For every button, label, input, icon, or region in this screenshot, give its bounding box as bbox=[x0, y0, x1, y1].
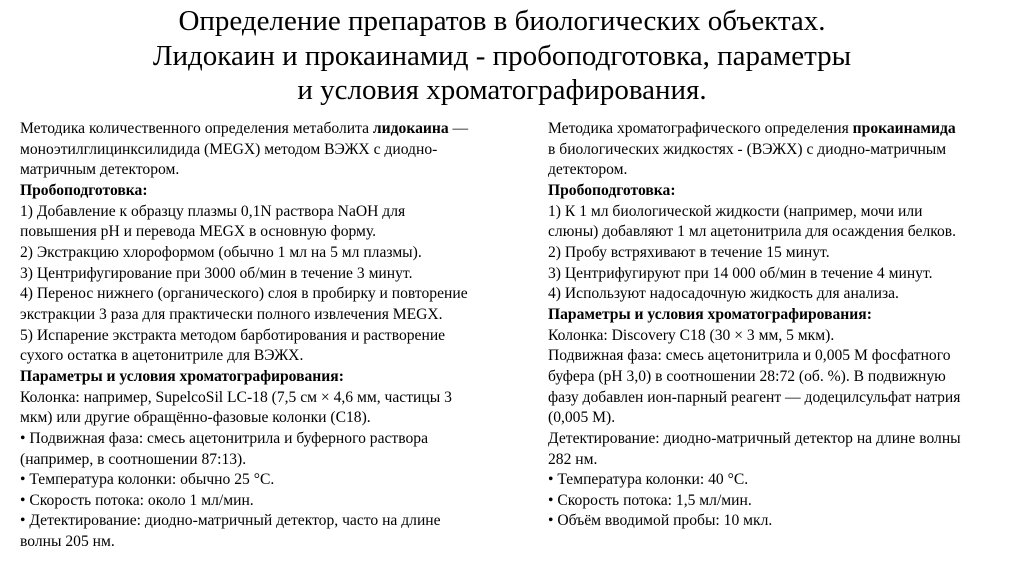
text-line bbox=[20, 388, 468, 409]
text-line bbox=[548, 222, 961, 243]
text-segment: матричным детектором. bbox=[20, 161, 180, 179]
text-line bbox=[548, 470, 961, 491]
text-line bbox=[548, 119, 961, 140]
bold-text: Параметры и условия хроматографирования: bbox=[548, 305, 872, 323]
text-line bbox=[20, 160, 468, 181]
text-segment: — bbox=[448, 120, 469, 137]
text-line bbox=[548, 408, 961, 429]
text-segment: • Объём вводимой пробы: 10 мкл. bbox=[548, 512, 773, 530]
text-segment: Методика количественного определения метаболита bbox=[20, 120, 373, 137]
text-segment: • Детектирование: диодно-матричный детектор, часто на длине bbox=[20, 512, 441, 530]
text-segment: фазу добавлен ион-парный реагент — додецилсульфат натрия bbox=[548, 388, 961, 406]
text-segment: • Подвижная фаза: смесь ацетонитрила и буферного раствора bbox=[20, 429, 429, 447]
text-segment: Колонка: например, SupelcoSil LC-18 (7,5 см × 4,6 мм, частицы 3 bbox=[20, 388, 452, 406]
text-line bbox=[548, 202, 961, 223]
text-segment: 4) Используют надосадочную жидкость для анализа. bbox=[548, 285, 899, 303]
text-segment: 5) Испарение экстракта методом барботирования и растворение bbox=[20, 326, 446, 344]
text-segment: буфера (pH 3,0) в соотношении 28:72 (об. %). В подвижную bbox=[548, 367, 946, 385]
text-segment: (0,005 М). bbox=[548, 409, 616, 427]
text-segment: волны 205 нм. bbox=[20, 533, 115, 551]
text-segment: • Температура колонки: обычно 25 °C. bbox=[20, 471, 275, 489]
text-line bbox=[20, 202, 468, 223]
text-line bbox=[20, 119, 468, 140]
text-line bbox=[548, 264, 961, 285]
text-line bbox=[20, 181, 468, 202]
text-line bbox=[548, 305, 961, 326]
text-segment: сухого остатка в ацетонитриле для ВЭЖХ. bbox=[20, 347, 304, 365]
text-segment: 3) Центрифугируют при 14 000 об/мин в течение 4 минут. bbox=[548, 264, 933, 282]
text-line bbox=[548, 491, 961, 512]
text-segment: 2) Экстракцию хлороформом (обычно 1 мл на 5 мл плазмы). bbox=[20, 243, 422, 261]
text-segment: Подвижная фаза: смесь ацетонитрила и 0,005 М фосфатного bbox=[548, 347, 951, 365]
text-line bbox=[548, 429, 961, 450]
text-segment: 2) Пробу встряхивают в течение 15 минут. bbox=[548, 243, 830, 261]
text-segment: • Температура колонки: 40 °C. bbox=[548, 471, 749, 489]
text-line bbox=[548, 243, 961, 264]
bold-text: Параметры и условия хроматографирования: bbox=[20, 367, 344, 385]
text-line bbox=[548, 181, 961, 202]
text-segment: 1) Добавление к образцу плазмы 0,1N раствора NaOH для bbox=[20, 202, 406, 220]
text-line bbox=[20, 222, 468, 243]
text-segment: 3) Центрифугирование при 3000 об/мин в течение 3 минут. bbox=[20, 264, 413, 282]
text-line bbox=[548, 284, 961, 305]
bold-text: Пробоподготовка: bbox=[548, 181, 676, 199]
text-segment: экстракции 3 раза для практически полного извлечения MEGX. bbox=[20, 305, 443, 323]
text-segment: Детектирование: диодно-матричный детектор на длине волны bbox=[548, 429, 961, 447]
text-line bbox=[20, 367, 468, 388]
text-line bbox=[548, 326, 961, 347]
text-line bbox=[20, 470, 468, 491]
text-line bbox=[548, 367, 961, 388]
slide-title bbox=[0, 4, 1004, 108]
text-line bbox=[548, 140, 961, 161]
text-line bbox=[20, 264, 468, 285]
text-segment: слюны) добавляют 1 мл ацетонитрила для осаждения белков. bbox=[548, 223, 957, 241]
text-segment: 4) Перенос нижнего (органического) слоя в пробирку и повторение bbox=[20, 285, 468, 303]
lidocaine-method-column bbox=[20, 119, 468, 553]
text-line bbox=[20, 532, 468, 553]
text-line bbox=[20, 450, 468, 471]
text-line bbox=[20, 243, 468, 264]
text-segment: Колонка: Discovery C18 (30 × 3 мм, 5 мкм). bbox=[548, 326, 835, 344]
procainamide-method-column bbox=[548, 119, 961, 532]
text-segment: (например, в соотношении 87:13). bbox=[20, 450, 247, 468]
text-line bbox=[20, 140, 468, 161]
text-line bbox=[548, 450, 961, 471]
text-segment: 282 нм. bbox=[548, 450, 598, 468]
text-line bbox=[548, 346, 961, 367]
text-segment: • Скорость потока: 1,5 мл/мин. bbox=[548, 491, 752, 509]
text-line bbox=[20, 326, 468, 347]
text-segment: мкм) или другие обращённо-фазовые колонки (C18). bbox=[20, 409, 371, 427]
text-line bbox=[548, 388, 961, 409]
title-line: Определение препаратов в биологических объектах. bbox=[178, 5, 826, 37]
text-line bbox=[548, 511, 961, 532]
text-segment: детектором. bbox=[548, 161, 628, 179]
title-line: и условия хроматографирования. bbox=[297, 74, 707, 106]
text-line bbox=[20, 429, 468, 450]
text-segment: 1) К 1 мл биологической жидкости (например, мочи или bbox=[548, 202, 923, 220]
text-line bbox=[548, 160, 961, 181]
text-segment: повышения pH и перевода MEGX в основную форму. bbox=[20, 223, 377, 241]
bold-text: Пробоподготовка: bbox=[20, 181, 148, 199]
text-segment: Методика хроматографического определения bbox=[548, 120, 853, 137]
text-line bbox=[20, 346, 468, 367]
text-segment: • Скорость потока: около 1 мл/мин. bbox=[20, 491, 254, 509]
title-line: Лидокаин и прокаинамид - пробоподготовка, параметры bbox=[152, 39, 852, 72]
text-segment: в биологических жидкостях - (ВЭЖХ) с диодно-матричным bbox=[548, 140, 947, 158]
text-line bbox=[20, 408, 468, 429]
bold-text: лидокаина bbox=[372, 120, 449, 137]
text-line bbox=[20, 284, 468, 305]
bold-text: прокаинамида bbox=[852, 120, 956, 137]
text-line bbox=[20, 511, 468, 532]
text-line bbox=[20, 305, 468, 326]
text-segment: моноэтилглицинксилидида (MEGX) методом ВЭЖХ с диодно- bbox=[20, 140, 438, 158]
text-line bbox=[20, 491, 468, 512]
